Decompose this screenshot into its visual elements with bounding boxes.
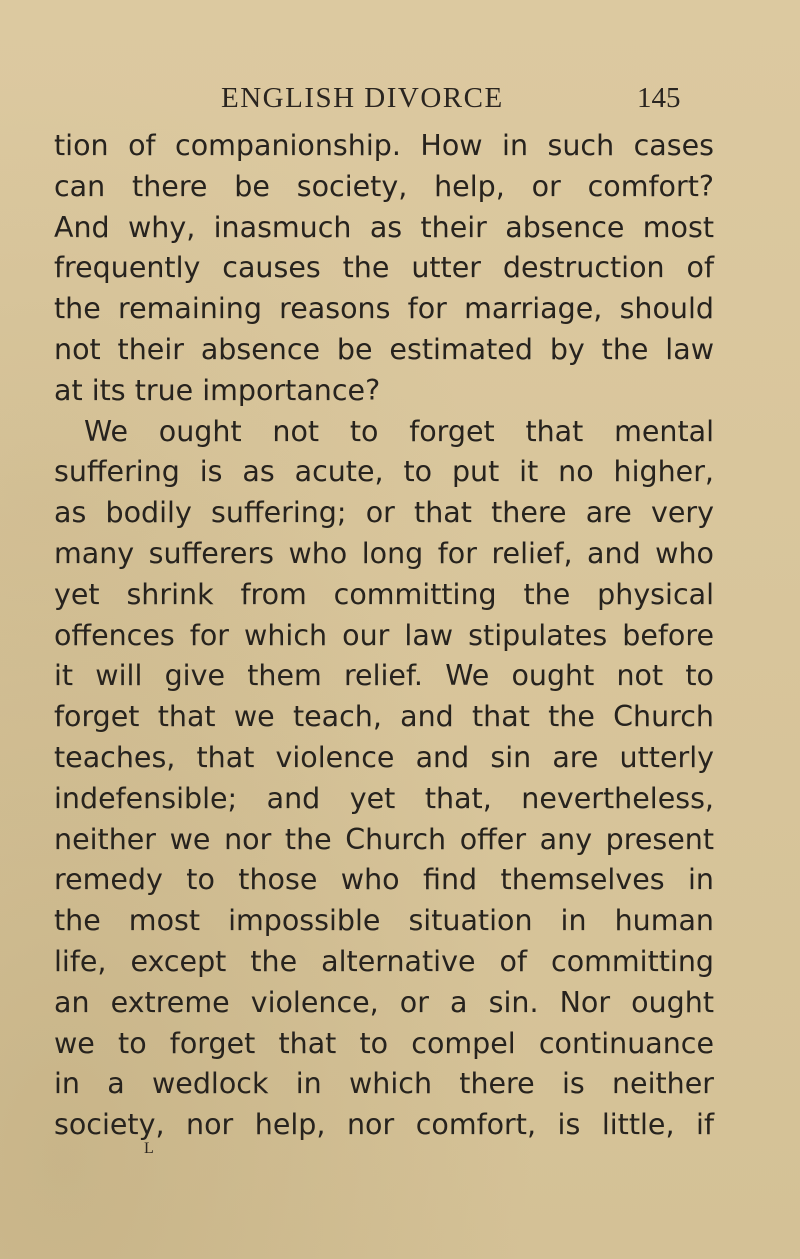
text-line: it will give them relief. We ought not to (54, 659, 714, 693)
text-line: teaches, that violence and sin are utterly (54, 740, 714, 774)
text-line: remedy to those who find themselves in (54, 863, 714, 897)
text-line: tion of companionship. How in such cases (54, 129, 714, 162)
page-number: 145 (637, 82, 681, 114)
text-line: We ought not to forget that mental (84, 414, 714, 448)
running-head-title: ENGLISH DIVORCE (221, 82, 504, 114)
text-line: not their absence be estimated by the law (54, 332, 714, 366)
body-text (54, 126, 714, 1146)
text-line: indefensible; and yet that, nevertheless, (54, 781, 714, 815)
text-line: And why, inasmuch as their absence most (54, 210, 714, 244)
text-line: life, except the alternative of committing (54, 944, 714, 978)
running-head (0, 78, 800, 118)
text-line: suffering is as acute, to put it no higher, (54, 455, 714, 489)
text-line: neither we nor the Church offer any present (54, 822, 714, 856)
text-line: offences for which our law stipulates before (54, 618, 714, 652)
text-line: can there be society, help, or comfort? (54, 169, 714, 203)
text-line: yet shrink from committing the physical (54, 577, 714, 611)
text-line: the remaining reasons for marriage, should (54, 292, 714, 326)
text-line: at its true importance? (54, 373, 381, 407)
text-line: many sufferers who long for relief, and who (54, 536, 714, 570)
signature-mark: L (144, 1140, 155, 1157)
text-line: we to forget that to compel continuance (54, 1026, 714, 1060)
text-line: frequently causes the utter destruction of (54, 251, 714, 285)
text-line: in a wedlock in which there is neither (54, 1067, 714, 1101)
text-line: society, nor help, nor comfort, is little, if (54, 1108, 714, 1142)
text-line: an extreme violence, or a sin. Nor ought (54, 985, 714, 1019)
text-line: forget that we teach, and that the Church (54, 700, 714, 734)
text-line: the most impossible situation in human (54, 904, 714, 938)
text-line: as bodily suffering; or that there are very (54, 496, 714, 530)
